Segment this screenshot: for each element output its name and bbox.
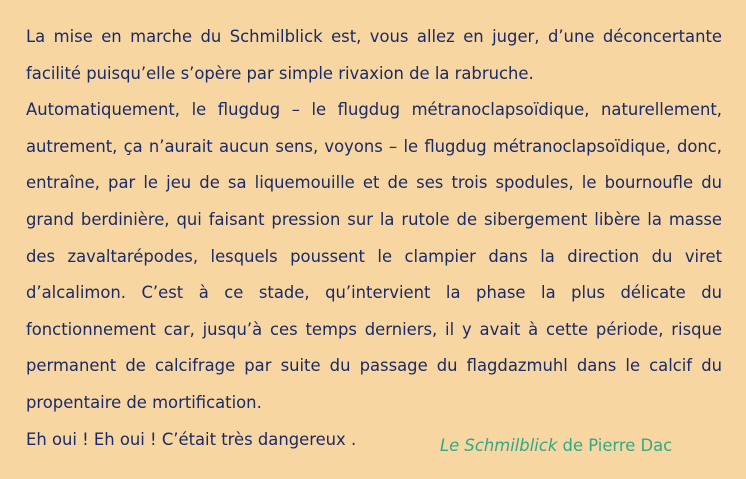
author-name: de Pierre Dac [557, 436, 673, 455]
quote-text-block [26, 19, 722, 458]
paragraph-mechanism: Automatiquement, le flugdug – le flugdug métranoclapsoïdique, naturellement, autrement, ça n’aurait aucun sens, voyons – le flugdug métranoclapsoïdique, donc, entraîne, par le jeu de sa liquemouille et de ses trois spodules, le bournoufle du grand berdinière, qui faisant pression sur la rutole de sibergement libère la masse des zavaltarépodes, lesquels poussent le clampier dans la direction du viret d’alcalimon. C’est à ce stade, qu’intervient la phase la plus délicate du fonctionnement car, jusqu’à ces temps derniers, il y avait à cette période, risque permanent de calcifrage par suite du passage du flagdazmuhl dans le calcif du propentaire de mortification. [26, 100, 722, 412]
paragraph-intro: La mise en marche du Schmilblick est, vous allez en juger, d’une déconcertante facilité puisqu’elle s’opère par simple rivaxion de la rabruche. [26, 27, 722, 83]
work-title: Le Schmilblick [440, 436, 558, 455]
source-credit [440, 436, 672, 456]
paragraph-conclusion: Eh oui ! Eh oui ! C’était très dangereux . [26, 429, 357, 449]
